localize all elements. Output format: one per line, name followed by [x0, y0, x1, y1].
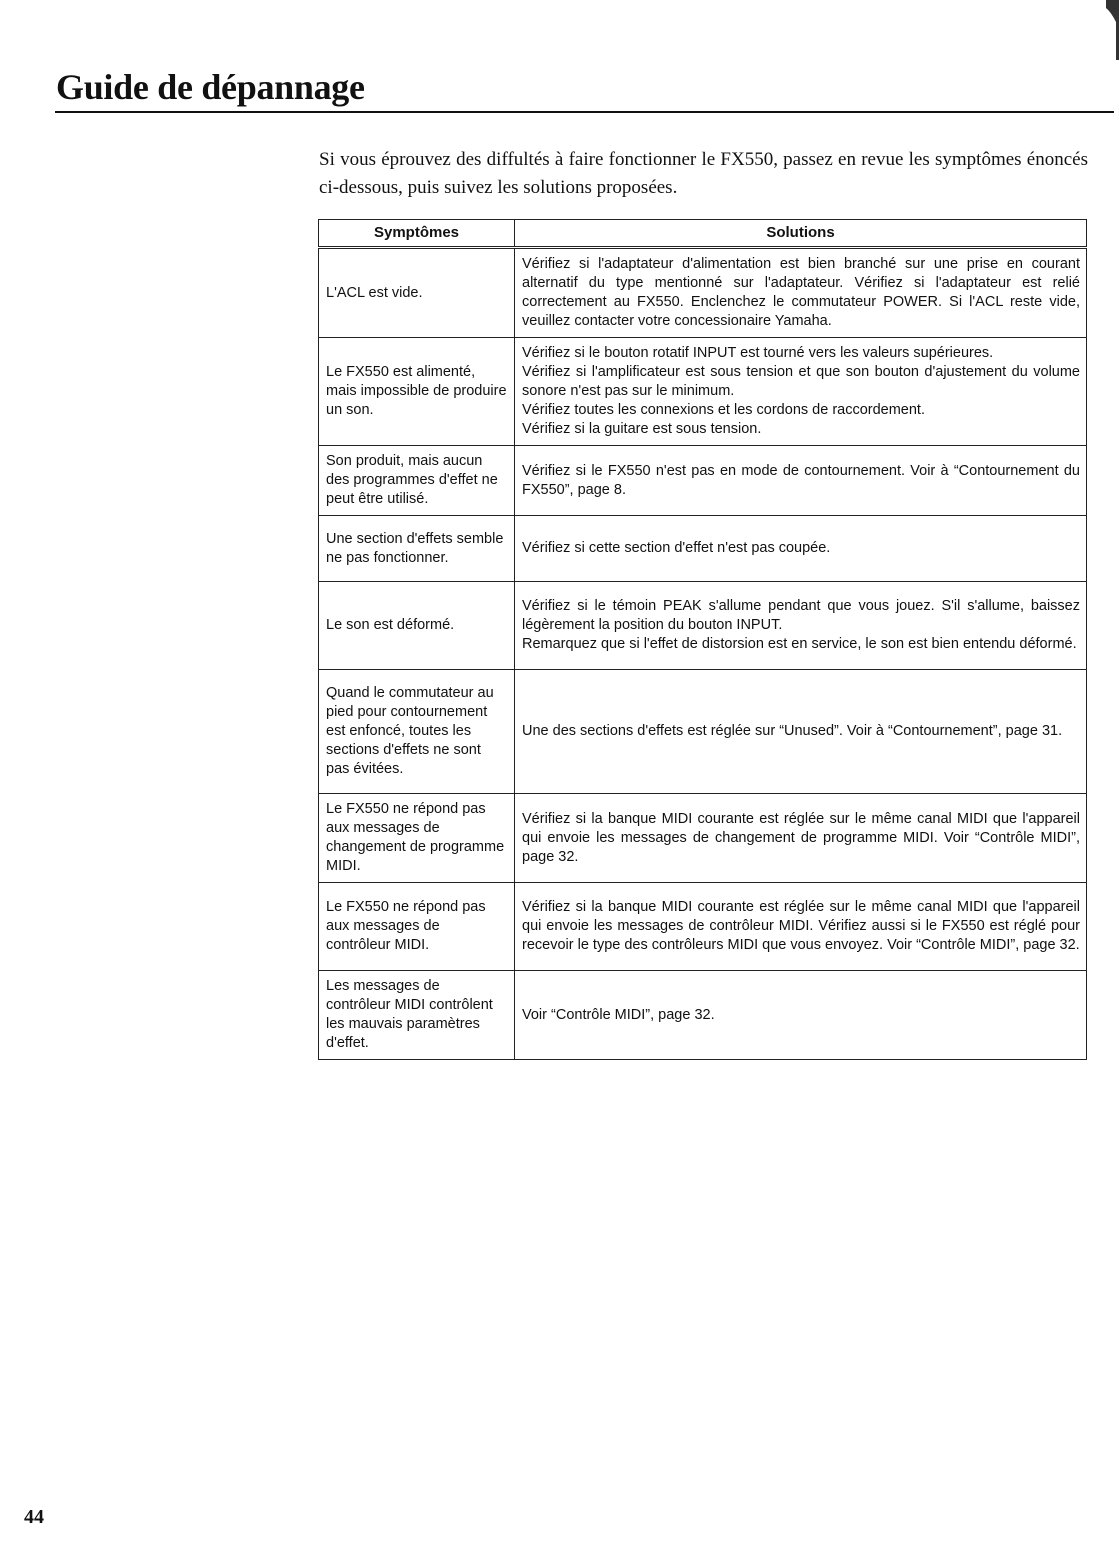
solution-cell — [515, 248, 1087, 338]
solution-text: Voir “Contrôle MIDI”, page 32. — [522, 1006, 715, 1023]
solution-text: Vérifiez si l'adaptateur d'alimentation est bien branché sur une prise en courant alternatif du type mentionné sur l'adaptateur. Vérifiez si l'adaptateur est relié correctement au FX550. Enclenchez le commutateur POWER. Si l'ACL reste vide, veuillez contacter votre concessionaire Yamaha. — [522, 256, 1080, 329]
solution-cell — [515, 338, 1087, 446]
intro-paragraph: Si vous éprouvez des diffultés à faire fonctionner le FX550, passez en revue les symptômes énoncés ci-dessous, puis suivez les solutions proposées. — [319, 149, 1088, 198]
solution-text: Vérifiez si la guitare est sous tension. — [522, 421, 762, 437]
table-header-row — [319, 220, 1087, 248]
symptoms-header: Symptômes — [319, 220, 515, 248]
title-rule — [55, 111, 1114, 113]
table-row — [319, 794, 1087, 883]
solution-text: Vérifiez si le bouton rotatif INPUT est tourné vers les valeurs supérieures. — [522, 345, 994, 361]
page-number: 44 — [24, 1506, 44, 1528]
solution-cell — [515, 883, 1087, 971]
solution-cell — [515, 670, 1087, 794]
table-row — [319, 248, 1087, 338]
solution-text: Vérifiez toutes les connexions et les cordons de raccordement. — [522, 402, 925, 418]
symptom-cell: Le son est déformé. — [319, 582, 515, 670]
solution-text: Vérifiez si cette section d'effet n'est pas coupée. — [522, 540, 831, 556]
symptom-cell: Son produit, mais aucun des programmes d'effet ne peut être utilisé. — [319, 446, 515, 516]
solution-cell — [515, 794, 1087, 883]
solution-text: Vérifiez si l'amplificateur est sous tension et que son bouton d'ajustement du volume sonore n'est pas sur le minimum. — [522, 364, 1080, 399]
table-row — [319, 582, 1087, 670]
solution-text: Remarquez que si l'effet de distorsion est en service, le son est bien entendu déformé. — [522, 636, 1077, 652]
solution-cell — [515, 516, 1087, 582]
symptom-cell: Quand le commutateur au pied pour contournement est enfoncé, toutes les sections d'effets ne sont pas évitées. — [319, 670, 515, 794]
solutions-header: Solutions — [515, 220, 1087, 248]
table-row — [319, 670, 1087, 794]
table-row — [319, 516, 1087, 582]
symptom-cell: Le FX550 ne répond pas aux messages de changement de programme MIDI. — [319, 794, 515, 883]
troubleshooting-table — [318, 219, 1087, 1060]
symptom-cell: Une section d'effets semble ne pas fonctionner. — [319, 516, 515, 582]
table-row — [319, 883, 1087, 971]
symptom-cell: Le FX550 est alimenté, mais impossible de produire un son. — [319, 338, 515, 446]
table-row — [319, 446, 1087, 516]
solution-text: Vérifiez si le témoin PEAK s'allume pendant que vous jouez. S'il s'allume, baissez légèrement la position du bouton INPUT. — [522, 598, 1080, 633]
corner-scan-mark — [1103, 0, 1119, 60]
solution-cell — [515, 446, 1087, 516]
page-title: Guide de dépannage — [56, 67, 365, 107]
symptom-cell: Les messages de contrôleur MIDI contrôlent les mauvais paramètres d'effet. — [319, 971, 515, 1060]
solution-text: Vérifiez si la banque MIDI courante est réglée sur le même canal MIDI que l'appareil qui envoie les messages de changement de programme MIDI. Voir “Contrôle MIDI”, page 32. — [522, 810, 1080, 865]
solution-text: Vérifiez si la banque MIDI courante est réglée sur le même canal MIDI que l'appareil qui envoie les messages de contrôleur MIDI. Vérifiez aussi si le FX550 est réglé pour recevoir le type des contrôleurs MIDI que vous envoyez. Voir “Contrôle MIDI”, page 32. — [522, 899, 1080, 953]
symptom-cell: Le FX550 ne répond pas aux messages de contrôleur MIDI. — [319, 883, 515, 971]
symptom-cell: L'ACL est vide. — [319, 248, 515, 338]
solution-cell — [515, 971, 1087, 1060]
table-row — [319, 338, 1087, 446]
solution-text: Une des sections d'effets est réglée sur “Unused”. Voir à “Contournement”, page 31. — [522, 723, 1063, 739]
solution-text: Vérifiez si le FX550 n'est pas en mode de contournement. Voir à “Contournement du FX550”, page 8. — [522, 462, 1080, 498]
table-row — [319, 971, 1087, 1060]
solution-cell — [515, 582, 1087, 670]
